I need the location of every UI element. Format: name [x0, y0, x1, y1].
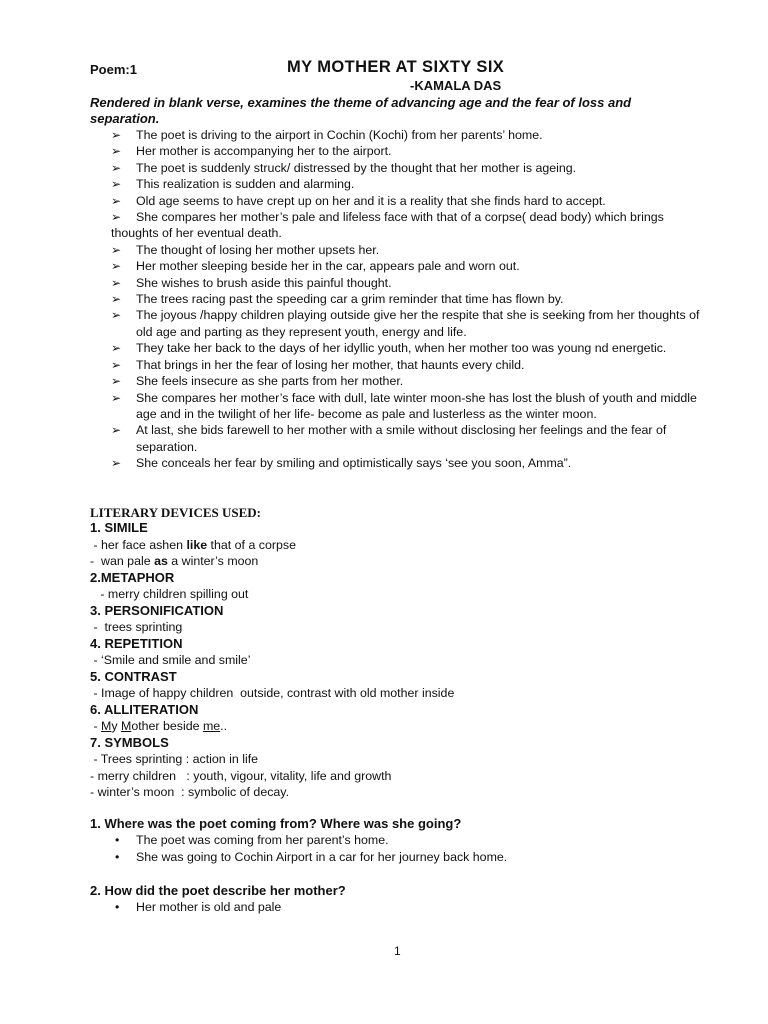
list-item: ➢ The poet is driving to the airport in Cochin (Kochi) from her parents’ home.: [111, 128, 543, 142]
device-example: - trees sprinting: [90, 620, 183, 634]
device-example: - winter’s moon : symbolic of decay.: [90, 785, 290, 799]
list-item: ➢ At last, she bids farewell to her mother with a smile without disclosing her feelings and the fear of separation.: [111, 423, 667, 454]
arrow-bullet-icon: ➢: [111, 357, 122, 372]
arrow-bullet-icon: ➢: [111, 259, 122, 274]
arrow-bullet-icon: ➢: [111, 242, 122, 257]
list-item: ➢ The thought of losing her mother upsets her.: [111, 242, 380, 257]
list-item: ➢ She wishes to brush aside this painful thought.: [111, 275, 392, 290]
list-item: ➢ The joyous /happy children playing outside give her the respite that she is seeking from her thoughts of old age and parting as they represent youth, energy and life.: [111, 308, 700, 339]
bullet-dot-icon: •: [115, 900, 120, 914]
device-example: - Trees sprinting : action in life: [90, 752, 259, 766]
question: 1. Where was the poet coming from? Where was she going?: [90, 816, 462, 831]
device-heading: 4. REPETITION: [90, 635, 183, 651]
device-heading: 5. CONTRAST: [90, 668, 177, 684]
arrow-bullet-icon: ➢: [111, 456, 122, 471]
question-block: [90, 815, 690, 866]
summary-list: [111, 127, 701, 472]
list-item: ➢ Old age seems to have crept up on her and it is a reality that she finds hard to accept.: [111, 193, 606, 208]
intro-text: Rendered in blank verse, examines the theme of advancing age and the fear of loss and separation.: [90, 95, 632, 126]
arrow-bullet-icon: ➢: [111, 390, 122, 405]
answer-list: [90, 832, 690, 866]
device-example: - merry children : youth, vigour, vitality, life and growth: [90, 768, 392, 783]
list-item: ➢ Her mother sleeping beside her in the car, appears pale and worn out.: [111, 259, 520, 274]
device-example: - merry children spilling out: [90, 587, 249, 601]
bullet-dot-icon: •: [115, 850, 120, 864]
list-item: • The poet was coming from her parent’s home.: [115, 833, 389, 847]
header: [90, 58, 690, 80]
list-item: ➢ Her mother is accompanying her to the airport.: [111, 144, 392, 159]
list-item: ➢ She conceals her fear by smiling and optimistically says ‘see you soon, Amma”.: [111, 456, 572, 471]
arrow-bullet-icon: ➢: [111, 160, 122, 175]
list-item: ➢ That brings in her the fear of losing her mother, that haunts every child.: [111, 357, 525, 372]
arrow-bullet-icon: ➢: [111, 193, 122, 208]
list-item: • She was going to Cochin Airport in a car for her journey back home.: [115, 850, 508, 864]
arrow-bullet-icon: ➢: [111, 292, 122, 307]
literary-devices: [90, 520, 690, 801]
list-item: • Her mother is old and pale: [115, 900, 282, 914]
question: 2. How did the poet describe her mother?: [90, 883, 346, 898]
device-heading: 6. ALLITERATION: [90, 701, 199, 717]
arrow-bullet-icon: ➢: [111, 128, 122, 142]
question-block: [90, 882, 690, 916]
answer-list: [90, 899, 690, 916]
list-item: ➢ She compares her mother’s pale and lifeless face with that of a corpse( dead body) which brings thoughts of her eventual death.: [111, 210, 664, 241]
arrow-bullet-icon: ➢: [111, 341, 122, 356]
devices-heading: LITERARY DEVICES USED:: [90, 505, 261, 520]
page-number: 1: [394, 944, 401, 958]
arrow-bullet-icon: ➢: [111, 210, 122, 225]
poem-label: Poem:1: [90, 62, 137, 77]
arrow-bullet-icon: ➢: [111, 308, 122, 323]
device-example: - her face ashen like that of a corpse: [90, 537, 296, 552]
arrow-bullet-icon: ➢: [111, 177, 122, 192]
page-title: MY MOTHER AT SIXTY SIX: [287, 58, 505, 76]
list-item: ➢ The poet is suddenly struck/ distressed by the thought that her mother is ageing.: [111, 160, 577, 175]
arrow-bullet-icon: ➢: [111, 144, 122, 159]
device-example: - Image of happy children outside, contrast with old mother inside: [90, 686, 455, 700]
arrow-bullet-icon: ➢: [111, 423, 122, 438]
device-heading: 2.METAPHOR: [90, 569, 175, 585]
arrow-bullet-icon: ➢: [111, 374, 122, 389]
device-example: - wan pale as a winter’s moon: [90, 554, 259, 568]
list-item: ➢ This realization is sudden and alarming.: [111, 177, 355, 192]
device-heading: 1. SIMILE: [90, 520, 148, 535]
list-item: ➢ She compares her mother’s face with dull, late winter moon-she has lost the blush of youth and middle age and in the twilight of her life- become as pale and lusterless as the winter moon.: [111, 390, 697, 421]
bullet-dot-icon: •: [115, 833, 120, 847]
list-item: ➢ She feels insecure as she parts from her mother.: [111, 374, 404, 389]
device-example: - ‘Smile and smile and smile’: [90, 653, 251, 667]
author: -KAMALA DAS: [410, 78, 502, 93]
device-heading: 3. PERSONIFICATION: [90, 602, 224, 618]
arrow-bullet-icon: ➢: [111, 275, 122, 290]
list-item: ➢ They take her back to the days of her idyllic youth, when her mother too was young nd energetic.: [111, 341, 667, 356]
device-example: - My Mother beside me..: [90, 719, 228, 733]
device-heading: 7. SYMBOLS: [90, 734, 169, 750]
list-item: ➢ The trees racing past the speeding car a grim reminder that time has flown by.: [111, 292, 564, 307]
